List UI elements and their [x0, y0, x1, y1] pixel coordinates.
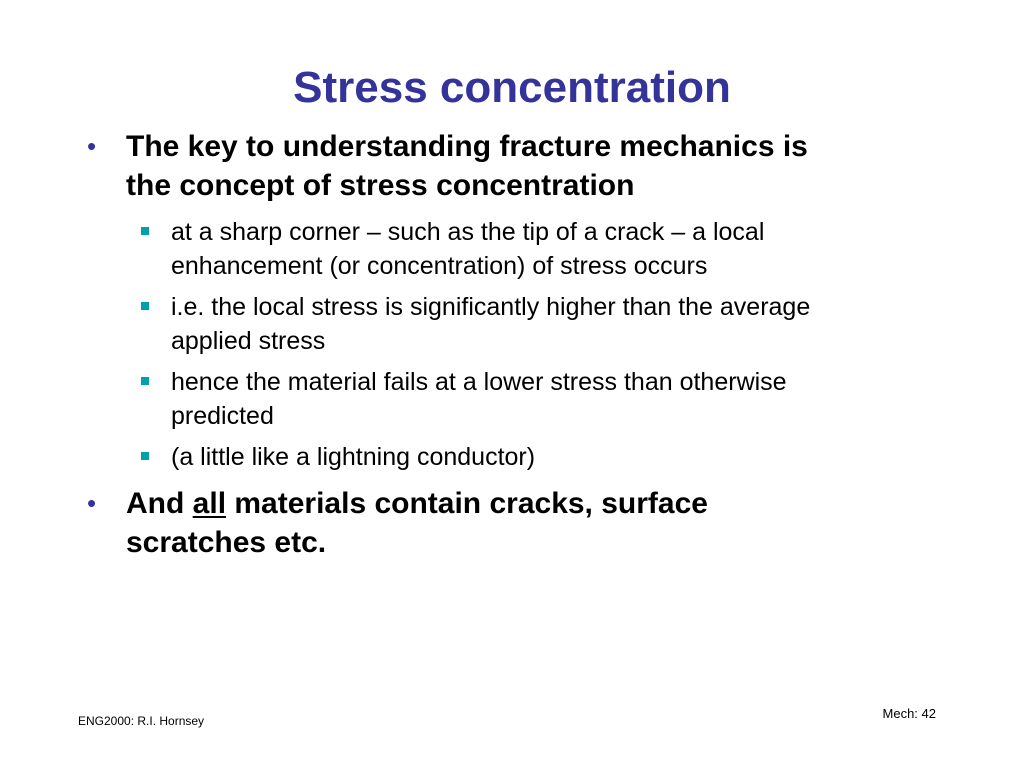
footer-course: ENG2000: R.I. Hornsey	[78, 714, 205, 728]
bullet-prefix: And	[126, 487, 185, 520]
square-bullet-icon	[141, 302, 149, 310]
slide-title: Stress concentration	[293, 63, 731, 112]
square-bullet-icon	[141, 377, 149, 385]
sub-bullet-item	[171, 440, 535, 474]
sub-bullet-text-line: at a sharp corner – such as the tip of a crack – a local	[171, 218, 765, 246]
sub-bullet-item	[171, 290, 810, 358]
bullet-text-line: the concept of stress concentration	[126, 169, 635, 202]
bullet-text-line	[126, 484, 708, 523]
bullet-dot-icon: •	[87, 488, 97, 518]
bullet-item	[87, 484, 708, 562]
sub-bullet-text-line: (a little like a lightning conductor)	[171, 443, 536, 471]
bullet-item	[87, 127, 808, 205]
sub-bullet-text-line: i.e. the local stress is significantly higher than the average	[171, 293, 811, 321]
bullet-text-line: The key to understanding fracture mechanics is	[126, 130, 808, 163]
square-bullet-icon	[141, 227, 149, 235]
sub-bullet-text-line: predicted	[171, 402, 274, 430]
square-bullet-icon	[141, 452, 149, 460]
underlined-emphasis: all	[192, 487, 227, 520]
sub-bullet-item	[171, 215, 764, 283]
bullet-text-line: scratches etc.	[126, 526, 327, 559]
sub-bullet-text-line: applied stress	[171, 327, 326, 355]
footer-page-number: Mech: 42	[882, 706, 936, 721]
sub-bullet-text-line: hence the material fails at a lower stress than otherwise	[171, 368, 787, 396]
bullet-text-rest: materials contain cracks, surface	[234, 487, 708, 520]
bullet-dot-icon: •	[87, 131, 97, 161]
sub-bullet-item	[171, 365, 787, 433]
sub-bullet-text-line: enhancement (or concentration) of stress occurs	[171, 252, 708, 280]
